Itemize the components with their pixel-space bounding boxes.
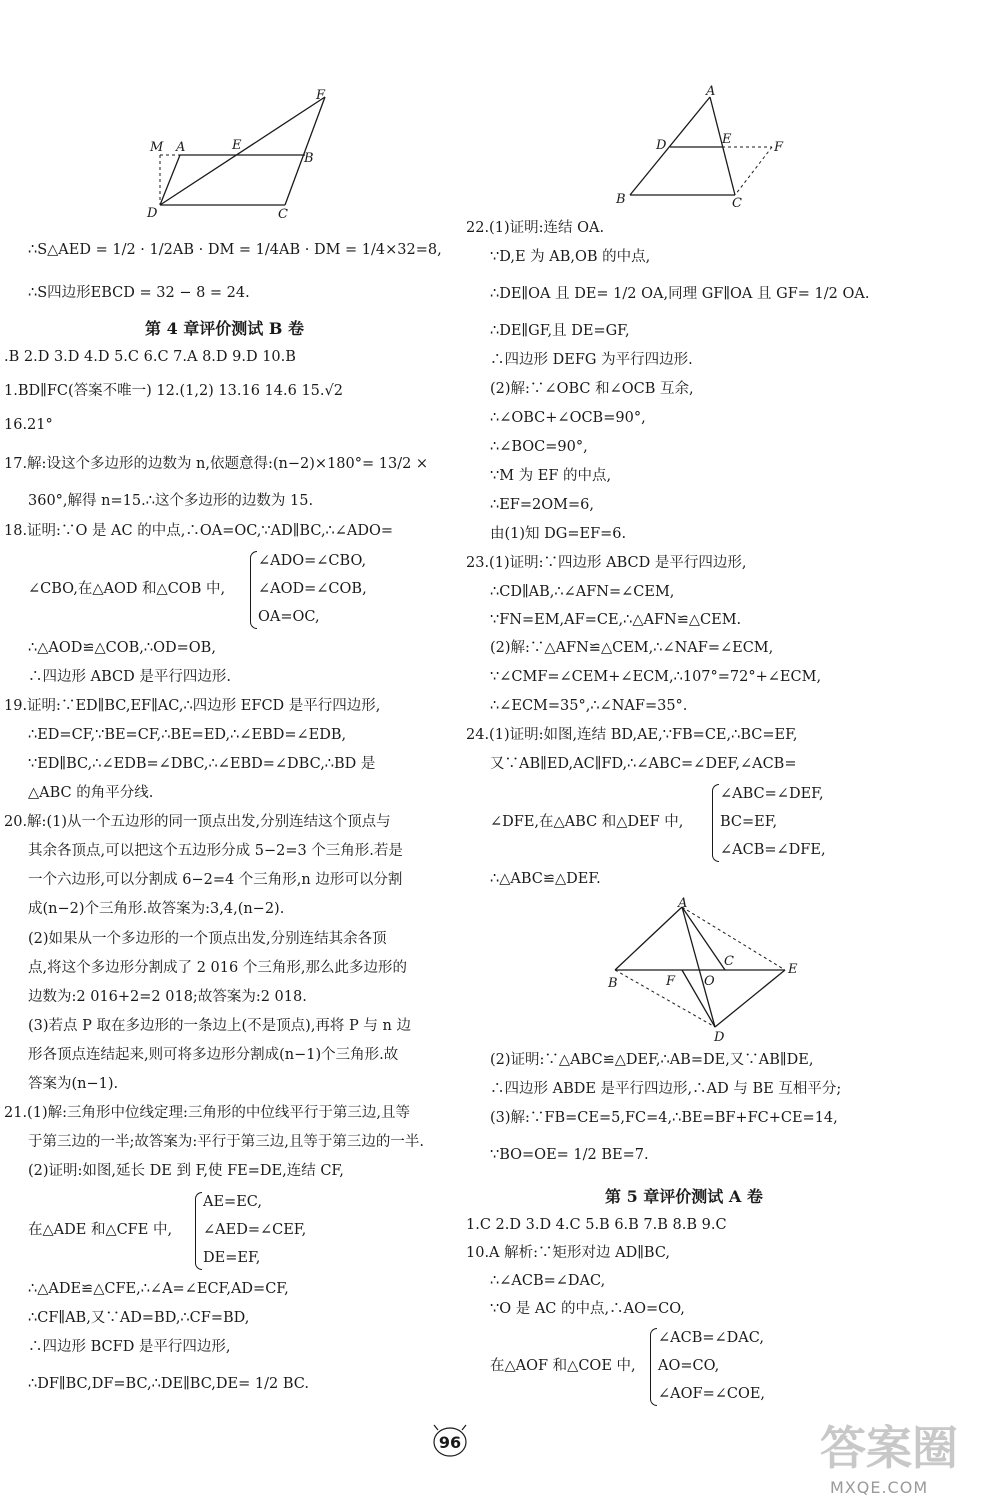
right-line: (2)解:∵∠OBC 和∠OCB 互余, [490, 381, 694, 397]
fig3-label-a: A [678, 896, 688, 911]
right-line: ∠ABC=∠DEF, [720, 786, 824, 802]
left-line: 19.证明:∵ED∥BC,EF∥AC,∴四边形 EFCD 是平行四边形, [4, 698, 381, 714]
right-line: (3)解:∵FB=CE=5,FC=4,∴BE=BF+FC+CE=14, [490, 1110, 838, 1126]
left-line: ∠CBO,在△AOD 和△COB 中, [28, 581, 226, 597]
right-line: 23.(1)证明:∵四边形 ABCD 是平行四边形, [466, 555, 747, 571]
right-line: 又∵AB∥ED,AC∥FD,∴∠ABC=∠DEF,∠ACB= [490, 756, 797, 772]
brace [195, 1192, 202, 1270]
right-line: 由(1)知 DG=EF=6. [490, 526, 627, 542]
fig3-label-b: B [608, 976, 618, 991]
right-line: ∴∠ECM=35°,∴∠NAF=35°. [490, 698, 688, 714]
left-line: 360°,解得 n=15.∴这个多边形的边数为 15. [28, 493, 314, 509]
left-line: (2)证明:如图,延长 DE 到 F,使 FE=DE,连结 CF, [28, 1163, 344, 1179]
left-line: 一个六边形,可以分割成 6−2=4 个三角形,n 边形可以分割 [28, 872, 403, 888]
right-line: ∵FN=EM,AF=CE,∴△AFN≌△CEM. [490, 612, 742, 628]
right-line: ∴∠OBC+∠OCB=90°, [490, 410, 646, 426]
left-line: ∠AED=∠CEF, [203, 1222, 307, 1238]
left-line: ∴CF∥AB,又∵AD=BD,∴CF=BD, [28, 1310, 250, 1326]
fig2-label-d: D [656, 138, 667, 153]
fig1-label-e: E [232, 138, 242, 153]
right-line: ∴∠ACB=∠DAC, [490, 1273, 606, 1289]
left-line: 形各顶点连结起来,则可将多边形分割成(n−1)个三角形.故 [28, 1047, 399, 1063]
right-line: 10.A 解析:∵矩形对边 AD∥BC, [466, 1245, 671, 1261]
left-line: 其余各顶点,可以把这个五边形分成 5−2=3 个三角形.若是 [28, 843, 403, 859]
fig1-label-a: A [176, 140, 186, 155]
left-line: ∴S△AED = 1/2 · 1/2AB · DM = 1/4AB · DM = 1/4×32=8, [28, 242, 442, 258]
fig2-label-e: E [722, 132, 732, 147]
right-line: (2)证明:∵△ABC≌△DEF,∴AB=DE,又∵AB∥DE, [490, 1052, 814, 1068]
left-line: 于第三边的一半;故答案为:平行于第三边,且等于第三边的一半. [28, 1134, 424, 1150]
left-line: ∠ADO=∠CBO, [258, 553, 367, 569]
fig2-label-f: F [774, 140, 784, 155]
fig2-label-c: C [732, 196, 742, 211]
right-line: ∴四边形 ABDE 是平行四边形,∴AD 与 BE 互相平分; [490, 1081, 842, 1097]
left-line: OA=OC, [258, 609, 320, 625]
left-line: DE=EF, [203, 1250, 261, 1266]
fig1-label-d: D [147, 206, 158, 221]
right-line: ∠ACB=∠DAC, [658, 1330, 764, 1346]
right-line: ∠ACB=∠DFE, [720, 842, 826, 858]
fig3-label-d: D [714, 1030, 725, 1045]
right-line: 1.C 2.D 3.D 4.C 5.B 6.B 7.B 8.B 9.C [466, 1217, 727, 1233]
left-line: ∴S四边形EBCD = 32 − 8 = 24. [28, 285, 250, 301]
right-line: (2)解:∵△AFN≌△CEM,∴∠NAF=∠ECM, [490, 640, 774, 656]
right-line: ∵M 为 EF 的中点, [490, 468, 612, 484]
left-line: ∠AOD=∠COB, [258, 581, 367, 597]
left-line: 在△ADE 和△CFE 中, [28, 1222, 173, 1238]
figure-quadrilateral-abde [600, 895, 810, 1045]
fig2-label-b: B [616, 192, 626, 207]
fig2-label-a: A [706, 85, 716, 99]
right-line: ∵∠CMF=∠CEM+∠ECM,∴107°=72°+∠ECM, [490, 669, 822, 685]
section-heading-ch5-a: 第 5 章评价测试 A 卷 [605, 1187, 763, 1206]
brace [650, 1328, 657, 1406]
left-line: ∴△ADE≌△CFE,∴∠A=∠ECF,AD=CF, [28, 1281, 289, 1297]
page-number: 96 [438, 1433, 462, 1452]
figure-triangle-adefbc [610, 85, 790, 215]
right-line: ∴△ABC≌△DEF. [490, 871, 601, 887]
fig1-label-f: F [316, 88, 326, 103]
right-line: ∴EF=2OM=6, [490, 497, 594, 513]
brace [712, 784, 719, 862]
right-line: ∴CD∥AB,∴∠AFN=∠CEM, [490, 584, 675, 600]
right-line: ∵BO=OE= 1/2 BE=7. [490, 1147, 649, 1163]
fig3-label-c: C [724, 954, 734, 969]
fig1-label-m: M [150, 140, 164, 155]
right-line: BC=EF, [720, 814, 778, 830]
left-line: ∴ED=CF,∵BE=CF,∴BE=ED,∴∠EBD=∠EDB, [28, 727, 347, 743]
left-line: ∵ED∥BC,∴∠EDB=∠DBC,∴∠EBD=∠DBC,∴BD 是 [28, 756, 376, 772]
right-line: 22.(1)证明:连结 OA. [466, 220, 605, 236]
left-line: 20.解:(1)从一个五边形的同一顶点出发,分别连结这个顶点与 [4, 814, 391, 830]
left-line: 点,将这个多边形分割成了 2 016 个三角形,那么此多边形的 [28, 960, 407, 976]
section-heading-ch4-b: 第 4 章评价测试 B 卷 [145, 319, 304, 338]
figure-parallelogram-mabfdc [140, 85, 340, 225]
left-line: 17.解:设这个多边形的边数为 n,依题意得:(n−2)×180°= 13/2 × [4, 456, 429, 472]
right-line: ∠AOF=∠COE, [658, 1386, 766, 1402]
fig3-label-f: F [666, 974, 676, 989]
fig3-label-o: O [704, 974, 715, 989]
left-line: 1.BD∥FC(答案不唯一) 12.(1,2) 13.16 14.6 15.√2 [4, 383, 343, 399]
right-line: ∵D,E 为 AB,OB 的中点, [490, 249, 651, 265]
left-line: 成(n−2)个三角形.故答案为:3,4,(n−2). [28, 901, 285, 917]
right-line: 24.(1)证明:如图,连结 BD,AE,∵FB=CE,∴BC=EF, [466, 727, 798, 743]
left-line: ∴四边形 BCFD 是平行四边形, [28, 1339, 231, 1355]
left-line: (3)若点 P 取在多边形的一条边上(不是顶点),再将 P 与 n 边 [28, 1018, 411, 1034]
watermark-logo: 答案圈 [820, 1421, 958, 1475]
left-line: 答案为(n−1). [28, 1076, 119, 1092]
left-line: ∴四边形 ABCD 是平行四边形. [28, 669, 231, 685]
watermark-url: MXQE.COM [830, 1478, 929, 1497]
left-line: .B 2.D 3.D 4.D 5.C 6.C 7.A 8.D 9.D 10.B [4, 349, 296, 365]
right-line: AO=CO, [658, 1358, 720, 1374]
right-line: ∴DE∥GF,且 DE=GF, [490, 323, 630, 339]
right-line: ∴∠BOC=90°, [490, 439, 588, 455]
fig1-label-c: C [278, 207, 288, 222]
left-line: ∴△AOD≌△COB,∴OD=OB, [28, 640, 216, 656]
fig3-label-e: E [788, 962, 798, 977]
right-line: ∵O 是 AC 的中点,∴AO=CO, [490, 1301, 685, 1317]
right-line: ∠DFE,在△ABC 和△DEF 中, [490, 814, 684, 830]
right-line: 在△AOF 和△COE 中, [490, 1358, 636, 1374]
left-line: 18.证明:∵O 是 AC 的中点,∴OA=OC,∵AD∥BC,∴∠ADO= [4, 523, 394, 539]
fig1-label-b: B [304, 151, 314, 166]
page-number-badge [420, 1420, 480, 1460]
right-line: ∴DE∥OA 且 DE= 1/2 OA,同理 GF∥OA 且 GF= 1/2 OA. [490, 286, 870, 302]
left-line: 16.21° [4, 417, 53, 433]
left-line: ∴DF∥BC,DF=BC,∴DE∥BC,DE= 1/2 BC. [28, 1376, 309, 1392]
left-line: 21.(1)解:三角形中位线定理:三角形的中位线平行于第三边,且等 [4, 1105, 410, 1121]
right-line: ∴四边形 DEFG 为平行四边形. [490, 352, 693, 368]
left-line: 边数为:2 016+2=2 018;故答案为:2 018. [28, 989, 307, 1005]
brace [250, 551, 257, 629]
left-line: AE=EC, [203, 1194, 262, 1210]
left-line: △ABC 的角平分线. [28, 785, 154, 801]
left-line: (2)如果从一个多边形的一个顶点出发,分别连结其余各顶 [28, 931, 387, 947]
